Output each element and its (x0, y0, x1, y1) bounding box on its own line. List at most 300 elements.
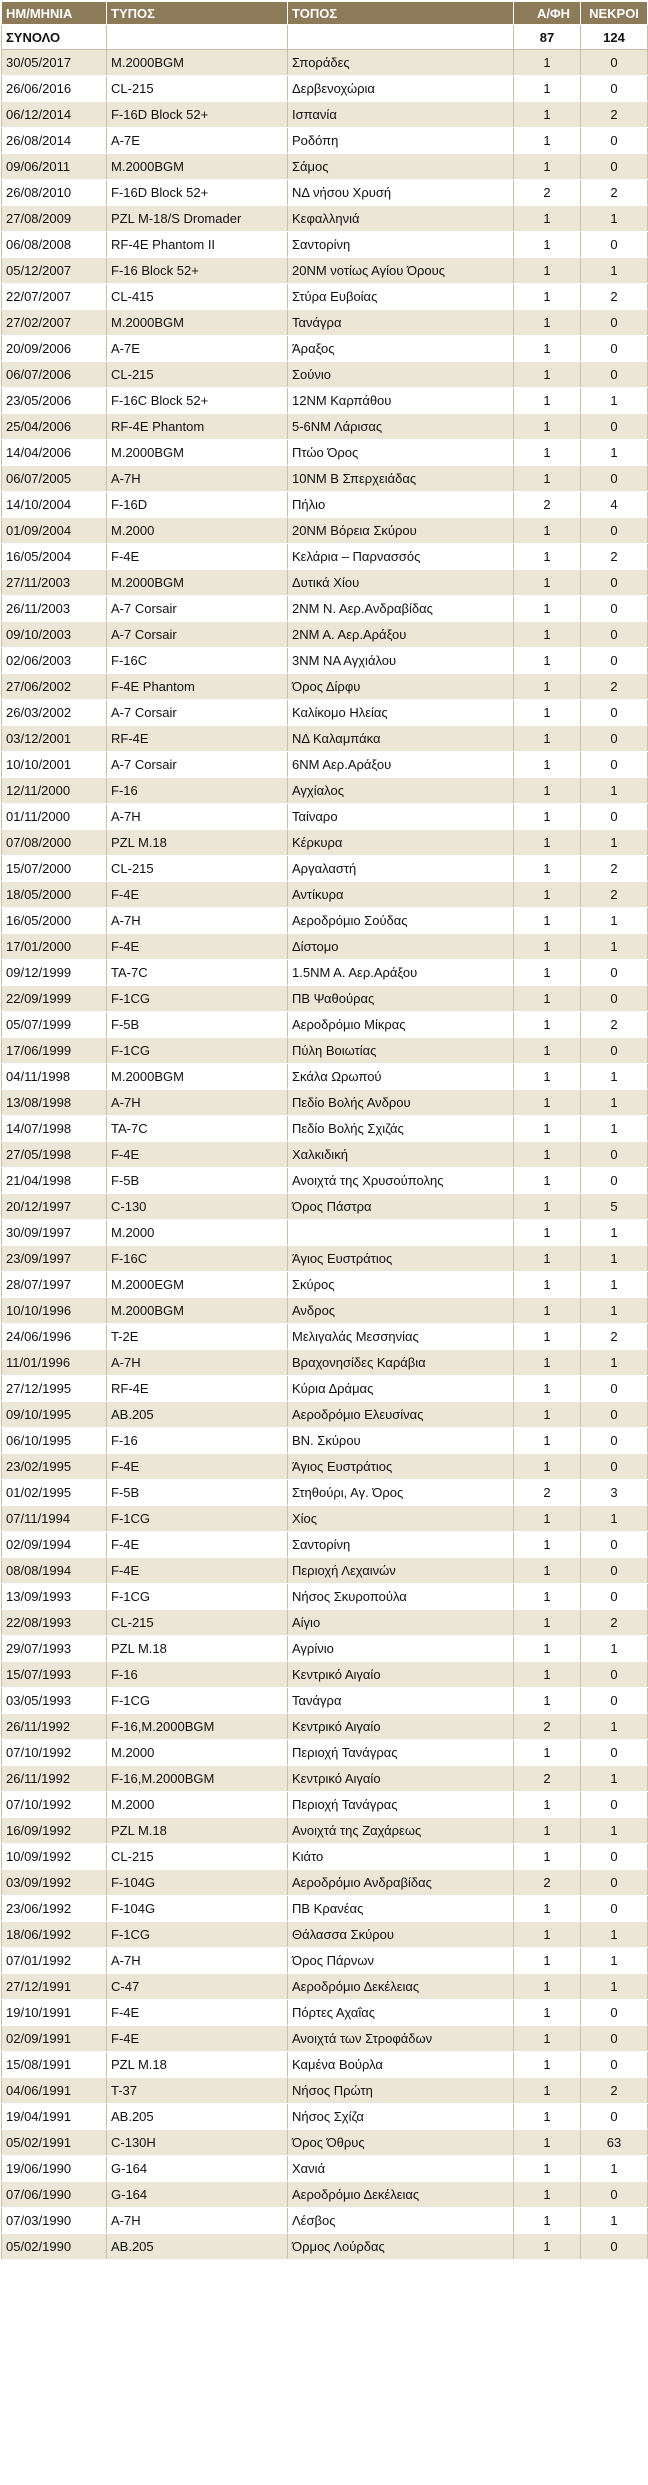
cell-dead: 0 (581, 804, 648, 830)
cell-date: 07/01/1992 (2, 1948, 107, 1974)
cell-type: F-5B (107, 1012, 288, 1038)
table-row (2, 1324, 648, 1350)
cell-date: 10/10/2001 (2, 752, 107, 778)
cell-date: 05/02/1991 (2, 2130, 107, 2156)
cell-date: 29/07/1993 (2, 1636, 107, 1662)
cell-crashes: 1 (514, 830, 581, 856)
cell-date: 27/05/1998 (2, 1142, 107, 1168)
cell-crashes: 1 (514, 388, 581, 414)
cell-place: Δυτικά Χίου (288, 570, 514, 596)
header-row (2, 2, 648, 25)
table-row (2, 1272, 648, 1298)
cell-type: M.2000 (107, 518, 288, 544)
cell-place: 20ΝΜ Βόρεια Σκύρου (288, 518, 514, 544)
table-row (2, 232, 648, 258)
cell-type: F-16,M.2000BGM (107, 1714, 288, 1740)
table-row (2, 2208, 648, 2234)
cell-crashes: 1 (514, 960, 581, 986)
cell-crashes: 1 (514, 1688, 581, 1714)
cell-dead: 1 (581, 1506, 648, 1532)
cell-place: Περιοχή Τανάγρας (288, 1792, 514, 1818)
table-row (2, 1532, 648, 1558)
cell-place: Σάμος (288, 154, 514, 180)
table-row (2, 1350, 648, 1376)
cell-dead: 2 (581, 102, 648, 128)
total-label: ΣΥΝΟΛΟ (2, 25, 107, 50)
cell-date: 26/08/2010 (2, 180, 107, 206)
table-row (2, 50, 648, 76)
cell-type: F-16C (107, 648, 288, 674)
table-row (2, 1896, 648, 1922)
table-row (2, 1168, 648, 1194)
cell-dead: 1 (581, 388, 648, 414)
cell-date: 26/03/2002 (2, 700, 107, 726)
cell-type: A-7H (107, 1350, 288, 1376)
cell-place: Αεροδρόμιο Ελευσίνας (288, 1402, 514, 1428)
cell-crashes: 1 (514, 1610, 581, 1636)
cell-date: 12/11/2000 (2, 778, 107, 804)
cell-type: PZL M.18 (107, 1818, 288, 1844)
cell-dead: 0 (581, 1168, 648, 1194)
cell-place: ΒΝ. Σκύρου (288, 1428, 514, 1454)
cell-place: 5-6ΝΜ Λάρισας (288, 414, 514, 440)
cell-crashes: 1 (514, 1792, 581, 1818)
cell-dead: 1 (581, 206, 648, 232)
cell-type: M.2000BGM (107, 154, 288, 180)
table-body (2, 50, 648, 2260)
cell-dead: 0 (581, 154, 648, 180)
cell-dead: 0 (581, 622, 648, 648)
cell-place: Ανοιχτά της Ζαχάρεως (288, 1818, 514, 1844)
cell-type: M.2000BGM (107, 310, 288, 336)
cell-place: Λέσβος (288, 2208, 514, 2234)
cell-place: Κέρκυρα (288, 830, 514, 856)
cell-dead: 2 (581, 1012, 648, 1038)
cell-dead: 1 (581, 908, 648, 934)
cell-place: Νήσος Σκυροπούλα (288, 1584, 514, 1610)
cell-place: Τανάγρα (288, 1688, 514, 1714)
cell-date: 27/02/2007 (2, 310, 107, 336)
table-row (2, 804, 648, 830)
cell-crashes: 1 (514, 1038, 581, 1064)
cell-date: 06/10/1995 (2, 1428, 107, 1454)
cell-type: F-16,M.2000BGM (107, 1766, 288, 1792)
cell-crashes: 1 (514, 1558, 581, 1584)
cell-crashes: 1 (514, 596, 581, 622)
cell-crashes: 2 (514, 180, 581, 206)
table-row (2, 1844, 648, 1870)
cell-type: F-4E (107, 2000, 288, 2026)
cell-place: 2ΝΜ Α. Αερ.Αράξου (288, 622, 514, 648)
cell-crashes: 1 (514, 1246, 581, 1272)
cell-dead: 1 (581, 1636, 648, 1662)
cell-dead: 1 (581, 1974, 648, 2000)
cell-place: Πεδίο Βολής Ανδρου (288, 1090, 514, 1116)
table-row (2, 2234, 648, 2260)
cell-type: F-4E Phantom (107, 674, 288, 700)
cell-crashes: 1 (514, 648, 581, 674)
cell-date: 26/11/1992 (2, 1714, 107, 1740)
cell-place: Κύρια Δράμας (288, 1376, 514, 1402)
cell-place: Ροδόπη (288, 128, 514, 154)
table-row (2, 1428, 648, 1454)
cell-crashes: 1 (514, 2130, 581, 2156)
cell-place: 6ΝΜ Αερ.Αράξου (288, 752, 514, 778)
cell-dead: 0 (581, 1038, 648, 1064)
cell-place: Σκάλα Ωρωπού (288, 1064, 514, 1090)
cell-dead: 0 (581, 1376, 648, 1402)
cell-type: G-164 (107, 2182, 288, 2208)
cell-place: Όρμος Λούρδας (288, 2234, 514, 2260)
cell-type: M.2000BGM (107, 50, 288, 76)
cell-type: TA-7C (107, 960, 288, 986)
cell-crashes: 1 (514, 1896, 581, 1922)
cell-date: 02/06/2003 (2, 648, 107, 674)
cell-crashes: 1 (514, 1844, 581, 1870)
cell-place: 10ΝΜ Β Σπερχειάδας (288, 466, 514, 492)
cell-place: Ταίναρο (288, 804, 514, 830)
cell-crashes: 1 (514, 336, 581, 362)
cell-place: Αεροδρόμιο Σούδας (288, 908, 514, 934)
cell-dead: 0 (581, 2000, 648, 2026)
table-row (2, 2182, 648, 2208)
cell-type: A-7 Corsair (107, 596, 288, 622)
table-row (2, 726, 648, 752)
cell-type: PZL M.18 (107, 2052, 288, 2078)
cell-dead: 1 (581, 1714, 648, 1740)
cell-dead: 0 (581, 2104, 648, 2130)
table-row (2, 206, 648, 232)
cell-place: Κεντρικό Αιγαίο (288, 1766, 514, 1792)
cell-crashes: 1 (514, 1142, 581, 1168)
cell-crashes: 1 (514, 570, 581, 596)
cell-date: 07/06/1990 (2, 2182, 107, 2208)
cell-type: T-37 (107, 2078, 288, 2104)
cell-dead: 1 (581, 1948, 648, 1974)
cell-type: F-1CG (107, 986, 288, 1012)
cell-dead: 1 (581, 2208, 648, 2234)
cell-type: F-104G (107, 1896, 288, 1922)
cell-type: RF-4E (107, 1376, 288, 1402)
cell-date: 23/09/1997 (2, 1246, 107, 1272)
cell-date: 27/08/2009 (2, 206, 107, 232)
cell-type: PZL M.18 (107, 830, 288, 856)
cell-dead: 0 (581, 1402, 648, 1428)
cell-place: Νήσος Σχίζα (288, 2104, 514, 2130)
cell-type: RF-4E Phantom (107, 414, 288, 440)
cell-crashes: 1 (514, 778, 581, 804)
cell-type: CL-215 (107, 1844, 288, 1870)
cell-dead: 1 (581, 1246, 648, 1272)
cell-place: ΠΒ Ψαθούρας (288, 986, 514, 1012)
cell-place: Σαντορίνη (288, 232, 514, 258)
table-row (2, 544, 648, 570)
table-row (2, 700, 648, 726)
cell-dead: 0 (581, 1558, 648, 1584)
cell-place: Ανοιχτά των Στροφάδων (288, 2026, 514, 2052)
cell-place: Δίστομο (288, 934, 514, 960)
cell-date: 04/11/1998 (2, 1064, 107, 1090)
cell-crashes: 2 (514, 1480, 581, 1506)
table-row (2, 2156, 648, 2182)
cell-type: CL-215 (107, 1610, 288, 1636)
table-row (2, 830, 648, 856)
cell-crashes: 1 (514, 154, 581, 180)
table-row (2, 856, 648, 882)
cell-dead: 0 (581, 518, 648, 544)
cell-place: Πεδίο Βολής Σχιζάς (288, 1116, 514, 1142)
cell-crashes: 1 (514, 986, 581, 1012)
table-row (2, 1376, 648, 1402)
cell-date: 26/06/2016 (2, 76, 107, 102)
cell-type: A-7 Corsair (107, 752, 288, 778)
cell-crashes: 1 (514, 518, 581, 544)
table-row (2, 934, 648, 960)
cell-date: 13/09/1993 (2, 1584, 107, 1610)
cell-place: 2ΝΜ Ν. Αερ.Ανδραβίδας (288, 596, 514, 622)
cell-crashes: 1 (514, 2052, 581, 2078)
cell-type: F-16D (107, 492, 288, 518)
cell-type: F-4E (107, 544, 288, 570)
cell-type: A-7H (107, 908, 288, 934)
cell-crashes: 1 (514, 622, 581, 648)
cell-type: RF-4E Phantom II (107, 232, 288, 258)
cell-date: 28/07/1997 (2, 1272, 107, 1298)
table-row (2, 310, 648, 336)
cell-type: CL-215 (107, 362, 288, 388)
cell-dead: 0 (581, 50, 648, 76)
cell-place: Κελάρια – Παρνασσός (288, 544, 514, 570)
cell-type: F-16C Block 52+ (107, 388, 288, 414)
cell-place: Καμένα Βούρλα (288, 2052, 514, 2078)
cell-type: F-4E (107, 2026, 288, 2052)
cell-place: Θάλασσα Σκύρου (288, 1922, 514, 1948)
cell-type: M.2000 (107, 1740, 288, 1766)
cell-place: Αργαλαστή (288, 856, 514, 882)
cell-date: 19/04/1991 (2, 2104, 107, 2130)
table-row (2, 596, 648, 622)
cell-crashes: 1 (514, 2156, 581, 2182)
cell-place: Αγχίαλος (288, 778, 514, 804)
cell-date: 11/01/1996 (2, 1350, 107, 1376)
cell-dead: 0 (581, 466, 648, 492)
cell-date: 13/08/1998 (2, 1090, 107, 1116)
cell-type: M.2000BGM (107, 570, 288, 596)
table-row (2, 466, 648, 492)
table-row (2, 1402, 648, 1428)
cell-date: 05/07/1999 (2, 1012, 107, 1038)
cell-place: Κεντρικό Αιγαίο (288, 1662, 514, 1688)
cell-dead: 4 (581, 492, 648, 518)
cell-dead: 1 (581, 1090, 648, 1116)
cell-date: 30/09/1997 (2, 1220, 107, 1246)
cell-type: C-130 (107, 1194, 288, 1220)
total-crashes: 87 (514, 25, 581, 50)
table-row (2, 1558, 648, 1584)
table-row (2, 1662, 648, 1688)
cell-dead: 1 (581, 934, 648, 960)
cell-dead: 3 (581, 1480, 648, 1506)
table-row (2, 1038, 648, 1064)
cell-date: 16/05/2004 (2, 544, 107, 570)
table-row (2, 1740, 648, 1766)
cell-type: M.2000EGM (107, 1272, 288, 1298)
cell-place (288, 1220, 514, 1246)
table-row (2, 1142, 648, 1168)
cell-place: ΝΔ Καλαμπάκα (288, 726, 514, 752)
cell-dead: 1 (581, 778, 648, 804)
cell-place: Κιάτο (288, 1844, 514, 1870)
cell-date: 15/08/1991 (2, 2052, 107, 2078)
cell-type: F-4E (107, 1532, 288, 1558)
cell-place: Αεροδρόμιο Δεκέλειας (288, 1974, 514, 2000)
cell-crashes: 1 (514, 726, 581, 752)
cell-date: 30/05/2017 (2, 50, 107, 76)
table-row (2, 908, 648, 934)
cell-type: CL-215 (107, 856, 288, 882)
cell-dead: 2 (581, 882, 648, 908)
cell-date: 26/08/2014 (2, 128, 107, 154)
cell-dead: 0 (581, 2052, 648, 2078)
cell-date: 14/07/1998 (2, 1116, 107, 1142)
table-row (2, 1480, 648, 1506)
cell-date: 23/02/1995 (2, 1454, 107, 1480)
cell-dead: 1 (581, 1298, 648, 1324)
cell-crashes: 1 (514, 50, 581, 76)
cell-dead: 0 (581, 1844, 648, 1870)
cell-crashes: 1 (514, 1454, 581, 1480)
cell-crashes: 1 (514, 1922, 581, 1948)
cell-place: Αγρίνιο (288, 1636, 514, 1662)
cell-place: Περιοχή Τανάγρας (288, 1740, 514, 1766)
table-row (2, 1636, 648, 1662)
table-row (2, 674, 648, 700)
cell-place: Χανιά (288, 2156, 514, 2182)
cell-date: 01/09/2004 (2, 518, 107, 544)
cell-dead: 2 (581, 544, 648, 570)
cell-crashes: 1 (514, 1272, 581, 1298)
cell-date: 06/07/2006 (2, 362, 107, 388)
cell-dead: 2 (581, 180, 648, 206)
cell-type: CL-215 (107, 76, 288, 102)
cell-date: 16/09/1992 (2, 1818, 107, 1844)
cell-crashes: 1 (514, 362, 581, 388)
cell-crashes: 1 (514, 752, 581, 778)
cell-type: F-16D Block 52+ (107, 102, 288, 128)
cell-dead: 1 (581, 2156, 648, 2182)
cell-crashes: 1 (514, 700, 581, 726)
table-row (2, 1974, 648, 2000)
cell-type: AB.205 (107, 2104, 288, 2130)
cell-dead: 2 (581, 674, 648, 700)
cell-date: 26/11/2003 (2, 596, 107, 622)
cell-date: 09/12/1999 (2, 960, 107, 986)
cell-dead: 0 (581, 1142, 648, 1168)
cell-place: Άγιος Ευστράτιος (288, 1454, 514, 1480)
cell-dead: 0 (581, 1662, 648, 1688)
cell-type: A-7H (107, 466, 288, 492)
cell-date: 18/05/2000 (2, 882, 107, 908)
total-dead: 124 (581, 25, 648, 50)
table-row (2, 1870, 648, 1896)
cell-type: TA-7C (107, 1116, 288, 1142)
cell-place: Αντίκυρα (288, 882, 514, 908)
cell-dead: 1 (581, 1220, 648, 1246)
cell-date: 19/06/1990 (2, 2156, 107, 2182)
cell-date: 26/11/1992 (2, 1766, 107, 1792)
header-date: ΗΜ/ΜΗΝΙΑ (2, 2, 107, 25)
cell-crashes: 1 (514, 76, 581, 102)
cell-place: Δερβενοχώρια (288, 76, 514, 102)
cell-dead: 1 (581, 1922, 648, 1948)
cell-crashes: 1 (514, 1064, 581, 1090)
cell-crashes: 1 (514, 2026, 581, 2052)
cell-dead: 1 (581, 1766, 648, 1792)
cell-place: Κεντρικό Αιγαίο (288, 1714, 514, 1740)
cell-dead: 0 (581, 1896, 648, 1922)
cell-place: 1.5ΝΜ Α. Αερ.Αράξου (288, 960, 514, 986)
cell-date: 27/11/2003 (2, 570, 107, 596)
cell-date: 07/10/1992 (2, 1792, 107, 1818)
cell-date: 22/07/2007 (2, 284, 107, 310)
cell-dead: 0 (581, 2026, 648, 2052)
table-row (2, 1220, 648, 1246)
cell-place: Σούνιο (288, 362, 514, 388)
table-row (2, 1922, 648, 1948)
cell-crashes: 1 (514, 414, 581, 440)
cell-date: 20/09/2006 (2, 336, 107, 362)
cell-type: A-7 Corsair (107, 700, 288, 726)
cell-dead: 0 (581, 310, 648, 336)
table-row (2, 2130, 648, 2156)
cell-type: F-16C (107, 1246, 288, 1272)
header-type: ΤΥΠΟΣ (107, 2, 288, 25)
cell-type: A-7H (107, 1948, 288, 1974)
cell-type: F-16 (107, 1428, 288, 1454)
table-row (2, 2104, 648, 2130)
table-row (2, 752, 648, 778)
table-row (2, 1194, 648, 1220)
cell-date: 07/10/1992 (2, 1740, 107, 1766)
cell-type: M.2000BGM (107, 440, 288, 466)
cell-crashes: 1 (514, 206, 581, 232)
cell-crashes: 1 (514, 440, 581, 466)
cell-crashes: 1 (514, 1584, 581, 1610)
cell-crashes: 1 (514, 2182, 581, 2208)
cell-crashes: 2 (514, 492, 581, 518)
cell-date: 02/09/1994 (2, 1532, 107, 1558)
cell-type: F-16 Block 52+ (107, 258, 288, 284)
cell-place: ΝΔ νήσου Χρυσή (288, 180, 514, 206)
cell-date: 16/05/2000 (2, 908, 107, 934)
cell-dead: 1 (581, 830, 648, 856)
cell-dead: 1 (581, 1064, 648, 1090)
cell-type: F-1CG (107, 1506, 288, 1532)
cell-crashes: 1 (514, 1948, 581, 1974)
cell-dead: 0 (581, 1532, 648, 1558)
cell-type: F-4E (107, 1454, 288, 1480)
cell-type: F-1CG (107, 1922, 288, 1948)
cell-crashes: 1 (514, 1428, 581, 1454)
cell-crashes: 1 (514, 1350, 581, 1376)
cell-place: ΠΒ Κρανέας (288, 1896, 514, 1922)
cell-crashes: 1 (514, 544, 581, 570)
cell-place: Σαντορίνη (288, 1532, 514, 1558)
cell-dead: 0 (581, 1688, 648, 1714)
cell-crashes: 1 (514, 466, 581, 492)
total-row (2, 25, 648, 50)
cell-date: 23/06/1992 (2, 1896, 107, 1922)
